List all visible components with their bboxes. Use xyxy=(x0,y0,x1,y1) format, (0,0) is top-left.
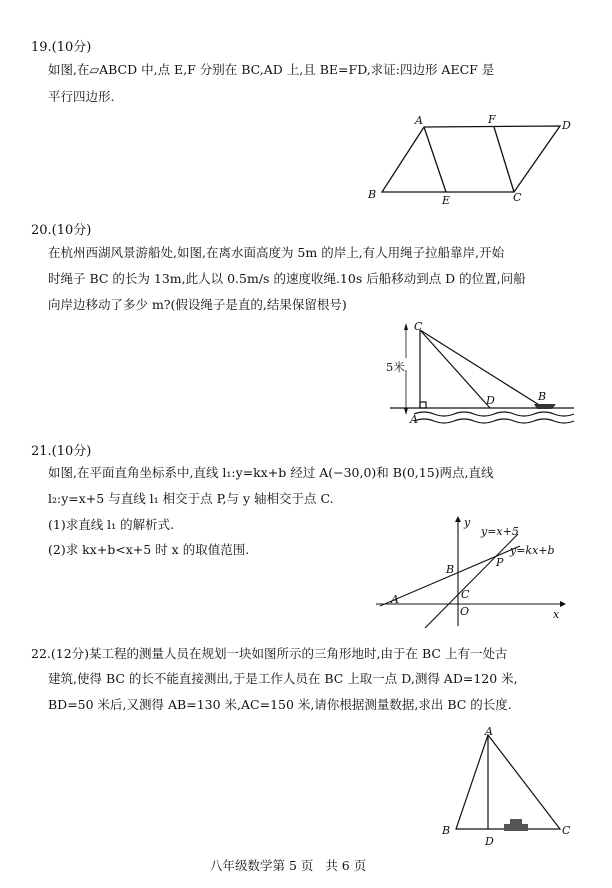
ancient-building-roof-icon xyxy=(510,819,522,824)
q21-coordinate-figure xyxy=(370,514,575,634)
q20-text-line3: 向岸边移动了多少 m?(假设绳子是直的,结果保留根号) xyxy=(48,297,347,312)
q20-boat-figure xyxy=(384,318,584,434)
parallelogram-abcd xyxy=(382,126,560,192)
q21-label-a: A xyxy=(391,593,399,606)
q22-label-b: B xyxy=(442,824,451,837)
page-footer: 八年级数学第 5 页 共 6 页 xyxy=(210,858,367,873)
q20-label-d: D xyxy=(486,394,495,407)
height-arrow-bottom-icon xyxy=(404,408,408,415)
q19-parallelogram-figure xyxy=(360,112,580,212)
x-axis-arrow-icon xyxy=(560,601,566,607)
q21-part1: (1)求直线 l₁ 的解析式. xyxy=(48,517,175,532)
line-l1 xyxy=(380,546,520,606)
q19-label-c: C xyxy=(513,191,522,204)
q19-text-line2: 平行四边形. xyxy=(48,89,115,104)
q20-label-c: C xyxy=(414,320,423,333)
q21-label-y: y xyxy=(464,516,471,529)
q21-label-b: B xyxy=(446,563,455,576)
segment-ae xyxy=(424,127,446,192)
rope-cb xyxy=(420,330,547,408)
q21-label-c: C xyxy=(461,588,470,601)
water-wave-2 xyxy=(414,419,574,423)
q22-text-line3: BD=50 米后,又测得 AB=130 米,AC=150 米,请你根据测量数据,求出 BC 的长度. xyxy=(48,697,512,712)
q21-label-l1: y=kx+b xyxy=(510,544,555,557)
q21-label-o: O xyxy=(460,605,470,618)
q21-label-p: P xyxy=(496,556,504,569)
q19-label-e: E xyxy=(442,194,451,207)
rope-cd xyxy=(420,330,490,408)
q22-label-d: D xyxy=(485,835,494,848)
q19-text-line1: 如图,在▱ABCD 中,点 E,F 分别在 BC,AD 上,且 BE=FD,求证:四边形 AECF 是 xyxy=(48,62,495,77)
q22-text-line2: 建筑,使得 BC 的长不能直接测出,于是工作人员在 BC 上取一点 D,测得 AD=120 米, xyxy=(48,671,518,686)
q20-text-line2: 时绳子 BC 的长为 13m,此人以 0.5m/s 的速度收绳.10s 后船移动到点 D 的位置,问船 xyxy=(48,271,526,286)
segment-fc xyxy=(494,127,514,192)
q19-label-a: A xyxy=(415,114,423,127)
q19-label-d: D xyxy=(562,119,571,132)
q21-label-l2: y=x+5 xyxy=(481,525,519,538)
q21-text-line2: l₂:y=x+5 与直线 l₁ 相交于点 P,与 y 轴相交于点 C. xyxy=(48,491,334,506)
q22-label-a: A xyxy=(485,725,493,738)
q20-label-a: A xyxy=(410,413,418,426)
q21-part2: (2)求 kx+b<x+5 时 x 的取值范围. xyxy=(48,542,250,557)
q21-label-x: x xyxy=(553,608,560,621)
height-arrow-top-icon xyxy=(404,323,408,330)
q19-label-b: B xyxy=(368,188,377,201)
q20-label-height: 5米 xyxy=(386,360,405,374)
triangle-abc xyxy=(456,735,560,829)
ancient-building-icon xyxy=(504,824,528,831)
q21-header: 21.(10分) xyxy=(31,444,92,459)
q21-text-line1: 如图,在平面直角坐标系中,直线 l₁:y=kx+b 经过 A(−30,0)和 B(0,15)两点,直线 xyxy=(48,465,494,480)
q19-header: 19.(10分) xyxy=(31,40,92,55)
q22-label-c: C xyxy=(562,824,571,837)
q20-label-b: B xyxy=(538,390,547,403)
water-wave xyxy=(414,412,574,416)
q22-triangle-figure xyxy=(430,725,580,851)
right-angle-mark xyxy=(420,402,426,408)
q20-text-line1: 在杭州西湖风景游船处,如图,在离水面高度为 5m 的岸上,有人用绳子拉船靠岸,开始 xyxy=(48,245,505,260)
y-axis-arrow-icon xyxy=(455,516,461,522)
q20-header: 20.(10分) xyxy=(31,223,92,238)
q22-text-line1: 22.(12分)某工程的测量人员在规划一块如图所示的三角形地时,由于在 BC 上有一处古 xyxy=(31,646,508,661)
q19-label-f: F xyxy=(488,113,496,126)
